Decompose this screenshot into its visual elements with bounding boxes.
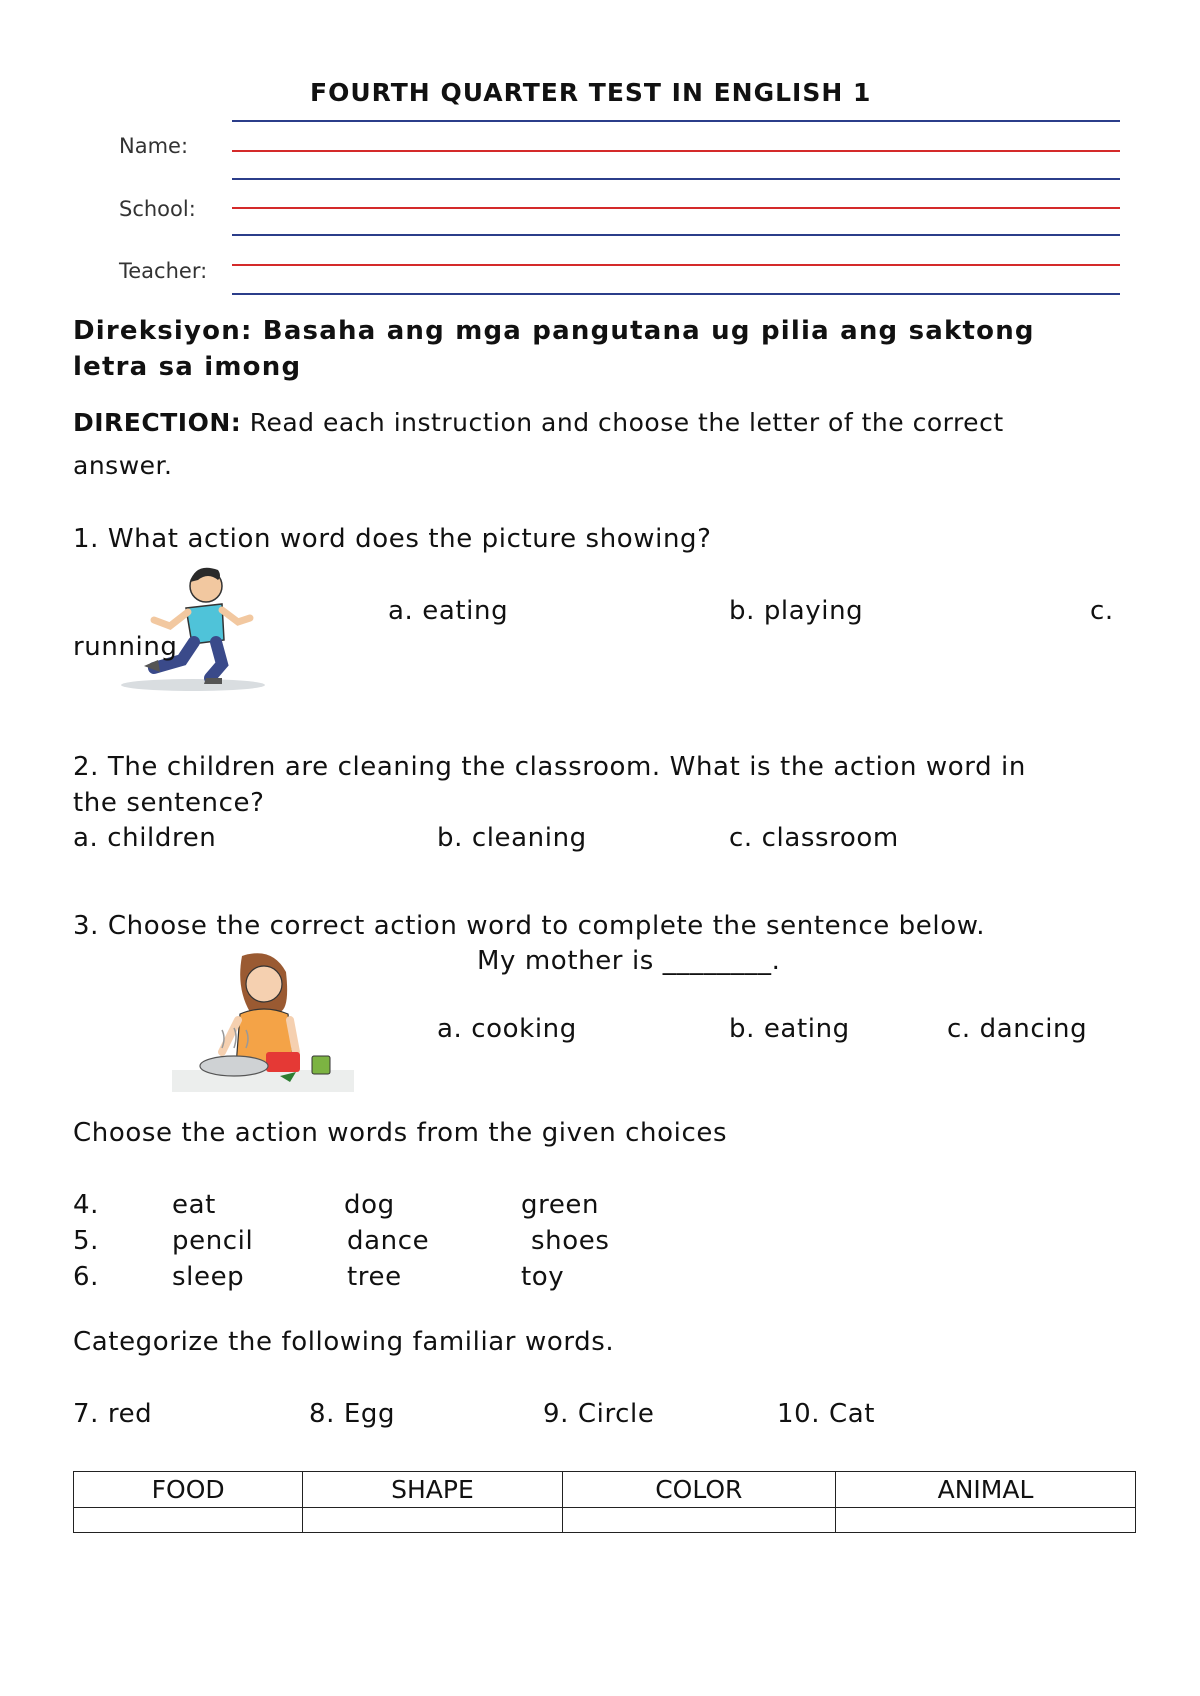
choice-number: 6.: [73, 1262, 100, 1292]
category-table: [73, 1471, 1136, 1533]
direksiyon-line2: letra sa imong: [73, 352, 302, 382]
direction-line2: answer.: [73, 451, 173, 480]
q1-question: 1. What action word does the picture showing?: [73, 524, 712, 554]
q3-question: 3. Choose the correct action word to complete the sentence below.: [73, 911, 986, 941]
choice-word[interactable]: dance: [347, 1226, 430, 1256]
teacher-line[interactable]: [232, 264, 1120, 266]
categorize-item: 10. Cat: [777, 1399, 876, 1429]
rule-line: [232, 178, 1120, 180]
answer-cell-color[interactable]: [562, 1508, 835, 1533]
answer-cell-food[interactable]: [74, 1508, 303, 1533]
choice-word[interactable]: sleep: [172, 1262, 245, 1292]
direksiyon-line1: Direksiyon: Basaha ang mga pangutana ug pilia ang saktong: [73, 316, 1035, 346]
choice-word[interactable]: tree: [347, 1262, 402, 1292]
q1-option-a[interactable]: a. eating: [388, 596, 509, 626]
choice-word[interactable]: pencil: [172, 1226, 254, 1256]
column-header-color: COLOR: [562, 1472, 835, 1508]
rule-line: [232, 293, 1120, 295]
categorize-item: 7. red: [73, 1399, 153, 1429]
q2-option-b[interactable]: b. cleaning: [437, 823, 587, 853]
answer-cell-animal[interactable]: [836, 1508, 1136, 1533]
categorize-item: 9. Circle: [543, 1399, 655, 1429]
q1-option-b[interactable]: b. playing: [729, 596, 864, 626]
choice-word[interactable]: dog: [344, 1190, 395, 1220]
running-boy-image: [118, 560, 278, 695]
school-label: School:: [119, 197, 196, 221]
rule-line: [232, 120, 1120, 122]
column-header-food: FOOD: [74, 1472, 303, 1508]
q2-option-a[interactable]: a. children: [73, 823, 217, 853]
choose-instruction: Choose the action words from the given choices: [73, 1118, 728, 1148]
choice-word[interactable]: eat: [172, 1190, 216, 1220]
school-line[interactable]: [232, 207, 1120, 209]
direction-line1: [73, 408, 1004, 437]
q3-option-b[interactable]: b. eating: [729, 1014, 850, 1044]
q2-question-line2: the sentence?: [73, 788, 265, 818]
test-title: FOURTH QUARTER TEST IN ENGLISH 1: [310, 78, 872, 107]
choice-number: 5.: [73, 1226, 100, 1256]
direction-label: DIRECTION:: [73, 408, 242, 437]
choice-number: 4.: [73, 1190, 100, 1220]
table-header-row: [74, 1472, 1136, 1508]
choice-word[interactable]: shoes: [531, 1226, 610, 1256]
table-answer-row: [74, 1508, 1136, 1533]
cooking-mother-image: [172, 948, 354, 1094]
column-header-shape: SHAPE: [303, 1472, 562, 1508]
q3-option-a[interactable]: a. cooking: [437, 1014, 577, 1044]
q1-option-c-continued: running: [73, 632, 178, 662]
name-label: Name:: [119, 134, 189, 158]
categorize-item: 8. Egg: [309, 1399, 396, 1429]
rule-line: [232, 234, 1120, 236]
q2-question-line1: 2. The children are cleaning the classroom. What is the action word in: [73, 752, 1026, 782]
q1-option-c[interactable]: c.: [1090, 596, 1114, 626]
direction-text: Read each instruction and choose the letter of the correct: [241, 408, 1004, 437]
q3-sentence: My mother is ________.: [477, 946, 781, 976]
teacher-label: Teacher:: [119, 259, 208, 283]
column-header-animal: ANIMAL: [836, 1472, 1136, 1508]
choice-word[interactable]: green: [521, 1190, 600, 1220]
answer-cell-shape[interactable]: [303, 1508, 562, 1533]
categorize-instruction: Categorize the following familiar words.: [73, 1327, 615, 1357]
name-line[interactable]: [232, 150, 1120, 152]
choice-word[interactable]: toy: [521, 1262, 565, 1292]
q3-option-c[interactable]: c. dancing: [947, 1014, 1088, 1044]
q2-option-c[interactable]: c. classroom: [729, 823, 899, 853]
